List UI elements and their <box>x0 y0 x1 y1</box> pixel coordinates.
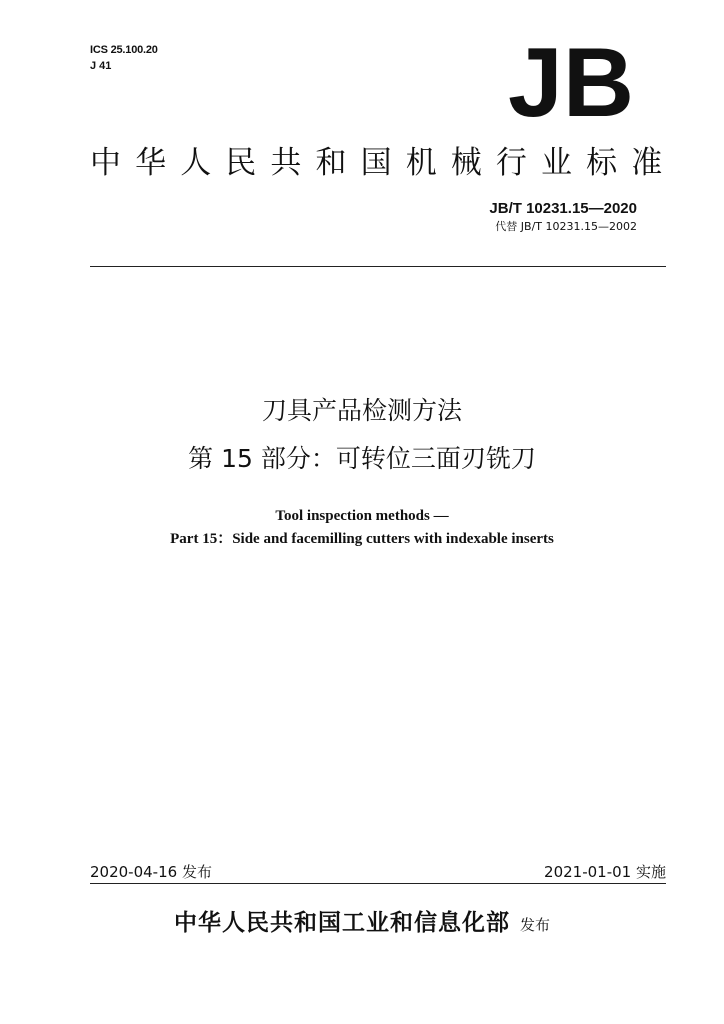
standard-title: 中华人民共和国机械行业标准 <box>90 145 677 181</box>
jb-logo-text: JB <box>508 44 634 124</box>
english-title-line-1: Tool inspection methods — <box>275 508 449 524</box>
classification-code: J 41 <box>90 60 112 72</box>
chinese-title-line-2: 第 15 部分：可转位三面刃铣刀 <box>188 444 536 473</box>
standard-number: JB/T 10231.15—2020 <box>489 200 637 217</box>
chinese-title-line-1: 刀具产品检测方法 <box>261 396 462 425</box>
publisher-line <box>0 906 724 942</box>
english-title-line-2: Part 15：Side and facemilling cutters with indexable inserts <box>170 531 554 547</box>
replaces-note: 代替 JB/T 10231.15—2002 <box>495 220 637 233</box>
publisher-suffix: 发布 <box>519 916 550 934</box>
publisher-name: 中华人民共和国工业和信息化部 <box>173 910 510 936</box>
header-divider <box>90 266 666 267</box>
jb-logo <box>505 44 637 124</box>
footer-divider <box>90 883 666 884</box>
issue-date: 2020-04-16 发布 <box>90 863 212 881</box>
ics-code: ICS 25.100.20 <box>90 44 158 56</box>
implementation-date: 2021-01-01 实施 <box>544 863 666 881</box>
